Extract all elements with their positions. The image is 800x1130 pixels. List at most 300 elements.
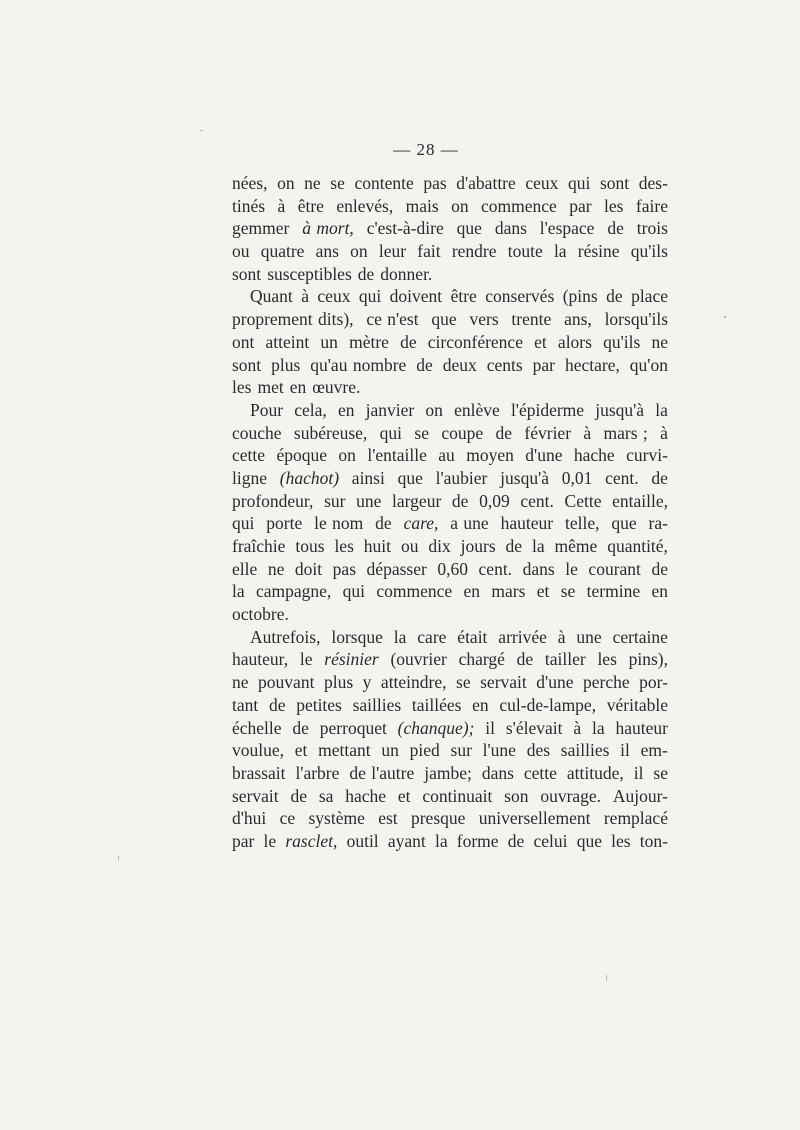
- word: taillées: [411, 694, 462, 715]
- word: tailler: [544, 649, 586, 670]
- word: pins),: [628, 649, 668, 670]
- word: alors: [557, 331, 592, 352]
- word: sa: [318, 785, 334, 806]
- word: à: [583, 422, 592, 443]
- word: 0,01: [561, 467, 593, 488]
- word: Quant: [250, 286, 293, 307]
- word: courant: [588, 558, 641, 579]
- word: attitude,: [566, 762, 624, 783]
- word: d'abattre: [456, 173, 516, 193]
- word: de: [451, 490, 469, 511]
- word: dépasser: [366, 558, 427, 579]
- word: se: [330, 173, 345, 193]
- word: est: [378, 808, 398, 829]
- word: dans: [481, 762, 514, 783]
- text-line: [232, 671, 668, 694]
- word: l'une: [482, 740, 516, 761]
- word: l'entaille: [367, 445, 427, 466]
- word: (chanque);: [397, 717, 475, 738]
- word: jusqu'à: [595, 399, 645, 420]
- word: hauteur: [500, 513, 554, 534]
- word: de: [507, 830, 525, 851]
- word: profondeur,: [232, 490, 314, 511]
- word: mars ;: [603, 422, 648, 443]
- word: toute: [507, 241, 543, 262]
- word: l'espace: [539, 218, 595, 239]
- word: était: [457, 626, 488, 647]
- word: ne: [304, 173, 321, 193]
- word: quantité,: [607, 536, 668, 556]
- word: hauteur,: [232, 649, 289, 670]
- text-line: [232, 785, 668, 808]
- word: ou: [400, 536, 419, 556]
- word: les: [232, 377, 252, 398]
- word: deux: [442, 354, 477, 375]
- word: curvi-: [626, 445, 668, 466]
- word: proprement dits),: [232, 309, 354, 330]
- word: de: [375, 513, 392, 534]
- word: mètre: [349, 331, 389, 352]
- text-line: [232, 195, 668, 218]
- word: remplacé: [603, 808, 668, 829]
- word: por-: [639, 672, 668, 693]
- page-number: — 28 —: [393, 140, 459, 159]
- word: la: [591, 717, 605, 738]
- word: commence: [481, 195, 557, 216]
- word: sur: [324, 490, 346, 511]
- word: des-: [638, 173, 668, 193]
- word: se: [560, 581, 576, 602]
- word: cette: [523, 762, 557, 783]
- word: la: [531, 536, 545, 556]
- word: fraîchie: [232, 536, 286, 556]
- word: mars: [491, 581, 526, 602]
- word: lorsqu'ils: [604, 309, 668, 330]
- word: sont: [232, 354, 262, 375]
- word: pouvant: [258, 672, 315, 693]
- word: se: [653, 762, 668, 783]
- text-line: [232, 331, 668, 354]
- word: à: [277, 195, 286, 216]
- word: vers: [469, 309, 499, 330]
- word: servait: [232, 785, 279, 806]
- word: ans,: [564, 309, 592, 330]
- word: de: [505, 536, 523, 556]
- word: ans: [315, 241, 339, 262]
- word: résinier: [324, 649, 379, 670]
- word: son: [504, 785, 529, 806]
- word: enlève: [454, 399, 500, 420]
- word: cent.: [605, 467, 639, 488]
- text-line: [232, 399, 668, 422]
- word: saillies: [560, 740, 610, 761]
- word: entaille,: [612, 490, 668, 511]
- word: pas: [332, 558, 356, 579]
- word: dix: [428, 536, 451, 556]
- word: que: [611, 513, 637, 534]
- word: de: [290, 785, 308, 806]
- word: de: [416, 354, 433, 375]
- word: être: [297, 195, 324, 216]
- word: de: [651, 467, 668, 488]
- word: le: [565, 558, 578, 579]
- word: ou: [232, 241, 250, 262]
- word: le: [299, 649, 313, 670]
- word: et: [534, 331, 547, 352]
- scan-speck: [606, 975, 607, 981]
- word: campagne,: [255, 581, 332, 602]
- word: Autrefois,: [250, 626, 321, 647]
- word: en: [472, 694, 489, 715]
- word: la: [232, 581, 245, 602]
- word: qu'ils: [603, 331, 641, 352]
- text-line: [232, 535, 668, 558]
- word: on: [277, 173, 295, 193]
- word: une: [576, 626, 602, 647]
- word: quatre: [260, 241, 305, 262]
- word: atteint: [265, 331, 310, 352]
- scan-speck: [200, 130, 203, 131]
- word: être: [450, 286, 477, 307]
- text-line: [232, 830, 668, 853]
- text-line: [232, 807, 668, 830]
- word: nées,: [232, 173, 268, 193]
- word: s'élevait: [505, 717, 563, 738]
- word: de: [516, 649, 534, 670]
- word: que: [397, 467, 423, 488]
- word: (ouvrier: [390, 649, 447, 670]
- word: doivent: [389, 286, 443, 307]
- word: elle: [232, 558, 258, 579]
- word: février: [524, 422, 572, 443]
- word: moyen: [466, 445, 514, 466]
- word: de: [268, 694, 286, 715]
- word: de: [400, 331, 417, 352]
- word: un: [381, 740, 399, 761]
- word: rasclet,: [285, 830, 338, 851]
- scan-speck: [724, 316, 726, 318]
- word: ceux: [317, 286, 351, 307]
- word: c'est-à-dire: [366, 218, 444, 239]
- word: voulue,: [232, 740, 285, 761]
- word: jambe;: [424, 762, 472, 783]
- word: perche: [582, 672, 630, 693]
- word: ont: [232, 331, 255, 352]
- text-line: [232, 603, 668, 626]
- word: le: [263, 830, 277, 851]
- text-line: [232, 490, 668, 513]
- word: telle,: [564, 513, 600, 534]
- word: à: [660, 422, 668, 443]
- text-line: [232, 240, 668, 263]
- word: doit: [294, 558, 323, 579]
- text-line: [232, 626, 668, 649]
- text-line: [232, 512, 668, 535]
- text-line: [232, 422, 668, 445]
- word: sur: [450, 740, 472, 761]
- word: en: [337, 399, 355, 420]
- word: cent.: [478, 558, 513, 579]
- word: mais: [405, 195, 439, 216]
- word: trois: [636, 218, 668, 239]
- word: une: [356, 490, 382, 511]
- word: ne: [232, 672, 249, 693]
- word: servait: [480, 672, 527, 693]
- word: qu'ils: [630, 241, 668, 262]
- word: faire: [635, 195, 668, 216]
- word: circonférence: [427, 331, 523, 352]
- text-line: [232, 717, 668, 740]
- word: de: [495, 422, 513, 443]
- word: commence: [376, 581, 453, 602]
- word: certaine: [612, 626, 668, 647]
- text-line: [232, 739, 668, 762]
- word: en: [463, 581, 481, 602]
- word: leur: [378, 241, 407, 262]
- word: qui: [379, 422, 403, 443]
- word: ceux: [525, 173, 559, 193]
- word: y: [362, 672, 372, 693]
- word: lorsque: [331, 626, 383, 647]
- word: de: [292, 717, 309, 738]
- word: et: [397, 785, 411, 806]
- word: la: [393, 626, 407, 647]
- word: petites: [296, 694, 342, 715]
- word: qu'on: [629, 354, 668, 375]
- word: hache: [345, 785, 387, 806]
- word: qui: [568, 173, 591, 193]
- word: par: [232, 830, 255, 851]
- word: et: [536, 581, 550, 602]
- word: ayant: [387, 830, 426, 851]
- word: on: [425, 399, 443, 420]
- word: le nom: [314, 513, 364, 534]
- word: il: [620, 740, 630, 761]
- word: celui: [533, 830, 568, 851]
- word: plus: [271, 354, 301, 375]
- word: la: [655, 399, 668, 420]
- word: tant: [232, 694, 259, 715]
- word: en: [651, 581, 668, 602]
- word: que: [431, 309, 457, 330]
- word: au: [438, 445, 455, 466]
- word: des: [526, 740, 551, 761]
- word: ouvrage.: [540, 785, 602, 806]
- word: de l'autre: [349, 762, 415, 783]
- word: met: [257, 377, 284, 398]
- word: ne: [651, 331, 668, 352]
- word: que: [456, 218, 482, 239]
- text-line: [232, 558, 668, 581]
- word: d'une: [525, 445, 563, 466]
- word: dans: [522, 558, 555, 579]
- word: enlevés,: [336, 195, 394, 216]
- word: 0,09: [479, 490, 510, 511]
- word: huit: [363, 536, 392, 556]
- word: presque: [410, 808, 466, 829]
- word: hectare,: [564, 354, 620, 375]
- word: il: [485, 717, 496, 738]
- word: atteindre,: [380, 672, 447, 693]
- text-line: [232, 444, 668, 467]
- word: se: [456, 672, 471, 693]
- word: continuait: [422, 785, 493, 806]
- word: cette: [232, 445, 266, 466]
- word: et: [294, 740, 308, 761]
- word: Cette: [564, 490, 602, 511]
- word: universellement: [478, 808, 591, 829]
- word: chargé: [458, 649, 505, 670]
- word: tinés: [232, 195, 266, 216]
- word: contente: [354, 173, 414, 193]
- word: la: [553, 241, 567, 262]
- word: care,: [403, 513, 439, 534]
- word: ce: [279, 808, 296, 829]
- word: époque: [276, 445, 327, 466]
- word: par: [532, 354, 555, 375]
- word: arrivée: [498, 626, 547, 647]
- word: à: [301, 286, 309, 307]
- word: hache: [573, 445, 615, 466]
- word: de: [606, 286, 623, 307]
- text-line: [232, 308, 668, 331]
- word: résine: [577, 241, 620, 262]
- word: sont: [599, 173, 630, 193]
- text-line: [232, 376, 668, 399]
- word: qui: [342, 581, 366, 602]
- word: à: [573, 717, 582, 738]
- word: cul-de-lampe,: [499, 694, 597, 715]
- word: cela,: [294, 399, 327, 420]
- body-text: [232, 172, 668, 853]
- word: gemmer: [232, 218, 290, 239]
- word: a une: [450, 513, 489, 534]
- text-line: [232, 354, 668, 377]
- word: qui: [358, 286, 382, 307]
- word: jours: [460, 536, 496, 556]
- word: cent.: [520, 490, 554, 511]
- text-line: [232, 285, 668, 308]
- word: jusqu'à: [500, 467, 549, 488]
- word: l'arbre: [295, 762, 340, 783]
- scan-speck: [118, 856, 119, 860]
- word: tous: [295, 536, 325, 556]
- word: rendre: [451, 241, 497, 262]
- word: qui: [232, 513, 255, 534]
- word: perroquet: [319, 717, 387, 738]
- word: d'hui: [232, 808, 267, 829]
- word: trente: [511, 309, 552, 330]
- word: Pour: [250, 399, 284, 420]
- word: véritable: [606, 694, 668, 715]
- word: ne: [267, 558, 285, 579]
- word: de: [651, 558, 668, 579]
- word: on: [350, 241, 368, 262]
- word: de: [607, 218, 624, 239]
- text-line: [232, 217, 668, 240]
- text-line: [232, 694, 668, 717]
- word: porte: [266, 513, 303, 534]
- word: même: [554, 536, 598, 556]
- word: pas: [423, 173, 447, 193]
- word: donner.: [380, 263, 433, 284]
- word: susceptibles: [267, 263, 352, 284]
- word: place: [631, 286, 668, 307]
- word: se: [414, 422, 429, 443]
- text-line: [232, 172, 668, 195]
- word: dans: [494, 218, 527, 239]
- word: largeur: [392, 490, 442, 511]
- word: les: [611, 830, 631, 851]
- word: l'épiderme: [510, 399, 585, 420]
- word: système: [308, 808, 365, 829]
- word: octobre.: [232, 604, 289, 625]
- word: Aujour-: [612, 785, 668, 806]
- word: que: [576, 830, 602, 851]
- word: coupe: [441, 422, 484, 443]
- text-line: [232, 762, 668, 785]
- word: il: [633, 762, 644, 783]
- word: outil: [346, 830, 379, 851]
- word: qu'au nombre: [310, 354, 407, 375]
- word: œuvre.: [312, 377, 361, 398]
- text-line: [232, 263, 668, 286]
- word: care: [417, 626, 447, 647]
- word: ainsi: [351, 467, 385, 488]
- word: on: [451, 195, 469, 216]
- word: pied: [409, 740, 440, 761]
- word: fait: [417, 241, 441, 262]
- word: les: [597, 649, 617, 670]
- word: ce n'est: [366, 309, 419, 330]
- word: ligne: [232, 467, 267, 488]
- word: les: [334, 536, 354, 556]
- text-line: [232, 467, 668, 490]
- word: (hachot): [279, 467, 340, 488]
- word: on: [338, 445, 356, 466]
- word: en: [289, 377, 307, 398]
- word: ton-: [639, 830, 668, 851]
- word: les: [604, 195, 624, 216]
- word: 0,60: [437, 558, 468, 579]
- word: d'une: [536, 672, 574, 693]
- word: cents: [486, 354, 523, 375]
- word: (pins: [562, 286, 598, 307]
- word: forme: [456, 830, 499, 851]
- word: janvier: [365, 399, 415, 420]
- word: un: [320, 331, 338, 352]
- word: plus: [323, 672, 354, 693]
- word: ra-: [648, 513, 668, 534]
- word: em-: [640, 740, 668, 761]
- word: par: [569, 195, 592, 216]
- text-line: [232, 648, 668, 671]
- word: à: [557, 626, 566, 647]
- word: hauteur: [615, 717, 668, 738]
- text-line: [232, 580, 668, 603]
- word: sont: [232, 263, 262, 284]
- word: saillies: [352, 694, 402, 715]
- word: termine: [586, 581, 641, 602]
- word: brassait: [232, 762, 286, 783]
- word: la: [434, 830, 448, 851]
- word: échelle: [232, 717, 282, 738]
- word: subéreuse,: [293, 422, 368, 443]
- word: mettant: [318, 740, 371, 761]
- word: conservés: [485, 286, 555, 307]
- word: l'aubier: [435, 467, 488, 488]
- word: couche: [232, 422, 282, 443]
